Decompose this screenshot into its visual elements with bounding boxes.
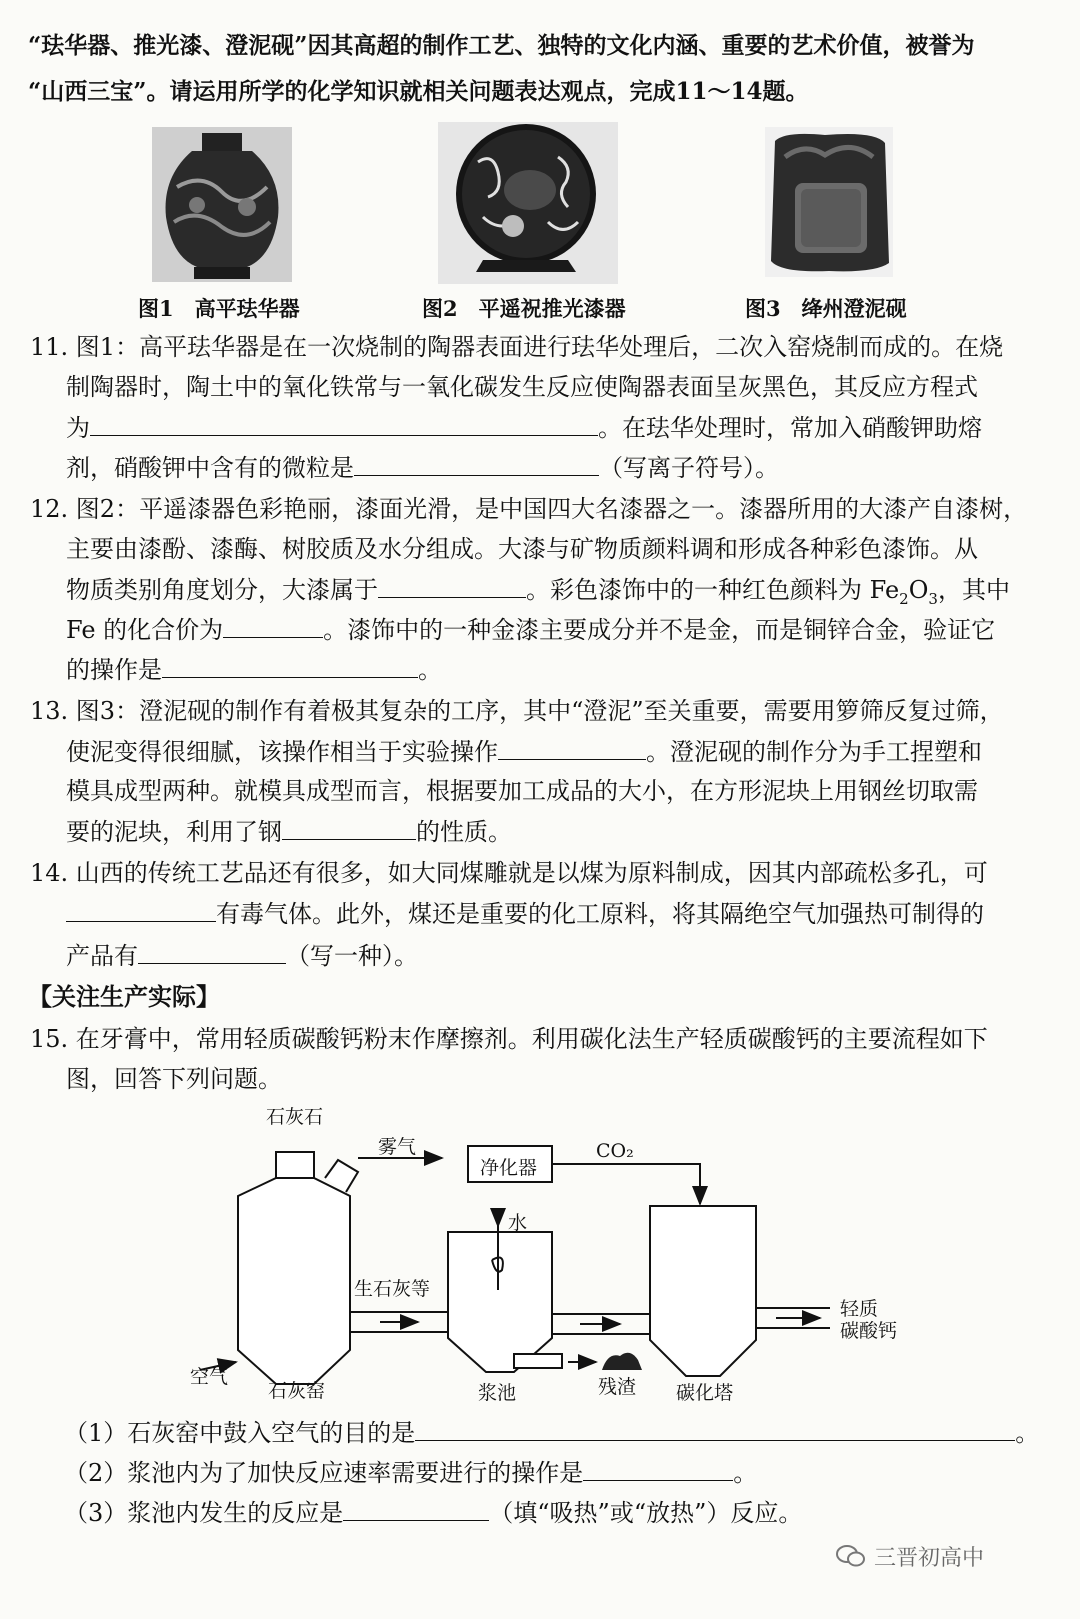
label-kiln: 石灰窑 — [268, 1380, 326, 1402]
q13-line-1: 13. 图3：澄泥砚的制作有着极其复杂的工序，其中“澄泥”至关重要，需要用箩筛反复过筛， — [30, 697, 1004, 725]
q14-gas-blank[interactable] — [66, 899, 216, 922]
q12-l3-text-a: 物质类别角度划分，大漆属于 — [66, 576, 378, 604]
figure-1-caption: 图1 高平珐华器 — [138, 296, 300, 321]
q12-line-4 — [66, 615, 995, 644]
q14-line-3 — [66, 941, 418, 970]
intro-line-1: “珐华器、推光漆、澄泥砚”因其高超的制作工艺、独特的文化内涵、重要的艺术价值，被誉为 — [28, 32, 975, 59]
label-limestone: 石灰石 — [266, 1106, 324, 1128]
q15-part-2 — [64, 1458, 757, 1487]
q11-l4-text-b: （写离子符号）。 — [599, 454, 779, 482]
label-carbonator: 碳化塔 — [676, 1382, 734, 1404]
watermark-text: 三晋初高中 — [874, 1545, 985, 1571]
q14-line-1: 14. 山西的传统工艺品还有很多，如大同煤雕就是以煤为原料制成，因其内部疏松多孔，可 — [30, 859, 988, 887]
label-purifier: 净化器 — [480, 1157, 538, 1179]
slurry-pool — [448, 1232, 552, 1372]
q13-property-blank[interactable] — [282, 817, 416, 840]
q11-line-1: 11. 图1：高平珐华器是在一次烧制的陶器表面进行珐华处理后，二次入窑烧制而成的。在烧 — [30, 333, 1004, 361]
q13-line-4 — [66, 817, 512, 846]
label-fog: 雾气 — [378, 1136, 417, 1158]
carbonator-tower — [650, 1206, 756, 1376]
q13-l4-text-b: 的性质。 — [416, 818, 512, 846]
q14-product-blank[interactable] — [138, 941, 286, 964]
q15-rate-operation-blank[interactable] — [583, 1458, 733, 1481]
q13-line-2 — [66, 737, 982, 766]
q11-l3-text-b: 。在珐华处理时，常加入硝酸钾助熔 — [598, 414, 982, 442]
q11-equation-blank[interactable] — [90, 413, 598, 436]
q13-l4-text-a: 要的泥块，利用了钢 — [66, 818, 282, 846]
q13-operation-blank[interactable] — [498, 737, 646, 760]
q13-l2-text-b: 。澄泥砚的制作分为手工捏塑和 — [646, 738, 982, 766]
q13-line-3: 模具成型两种。就模具成型而言，根据要加工成品的大小，在方形泥块上用钢丝切取需 — [66, 777, 978, 805]
q12-l5-text-b: 。 — [418, 656, 442, 684]
q12-line-1: 12. 图2：平遥漆器色彩艳丽，漆面光滑，是中国四大名漆器之一。漆器所用的大漆产自漆树， — [30, 495, 1028, 523]
q13-l2-text-a: 使泥变得很细腻，该操作相当于实验操作 — [66, 738, 498, 766]
section-header: 【关注生产实际】 — [28, 982, 220, 1011]
q12-line-2: 主要由漆酚、漆酶、树胶质及水分组成。大漆与矿物质颜料调和形成各种彩色漆饰。从 — [66, 535, 978, 563]
q15-heat-blank[interactable] — [343, 1498, 489, 1521]
q15-p1-text-b: 。 — [1015, 1419, 1040, 1447]
q12-l4-text-a: Fe 的化合价为 — [66, 616, 224, 644]
label-water: 水 — [508, 1212, 528, 1234]
figure-1-vase — [152, 127, 292, 282]
q12-line-5 — [66, 655, 442, 684]
q12-l3-text-d: ，其中 — [937, 576, 1010, 604]
q12-l4-text-b: 。漆饰中的一种金漆主要成分并不是金，而是铜锌合金，验证它 — [323, 616, 996, 644]
q12-sub-2: 2 — [899, 589, 909, 608]
q11-l4-text-a: 剂，硝酸钾中含有的微粒是 — [66, 454, 354, 482]
q15-line-1: 15. 在牙膏中，常用轻质碳酸钙粉末作摩擦剂。利用碳化法生产轻质碳酸钙的主要流程如下 — [30, 1025, 988, 1053]
q15-part-3 — [64, 1498, 802, 1527]
figure-2-lacquer-plate — [438, 122, 618, 284]
label-quicklime: 生石灰等 — [354, 1278, 431, 1300]
q15-p2-text-b: 。 — [733, 1459, 758, 1487]
process-flow-diagram — [180, 1100, 920, 1410]
q14-l2-text-b: 有毒气体。此外，煤还是重要的化工原料，将其隔绝空气加强热可制得的 — [216, 900, 984, 928]
q14-l3-text-b: （写一种）。 — [286, 942, 418, 970]
label-co2: CO₂ — [596, 1140, 634, 1162]
figure-3-caption: 图3 绛州澄泥砚 — [745, 296, 907, 321]
q11-l3-text-a: 为 — [66, 414, 90, 442]
figure-3-ink-stone — [765, 127, 893, 277]
residue-pile — [602, 1353, 642, 1370]
q12-operation-blank[interactable] — [162, 655, 418, 678]
q15-p2-text-a: （2）浆池内为了加快反应速率需要进行的操作是 — [64, 1459, 584, 1487]
q15-p3-text-a: （3）浆池内发生的反应是 — [64, 1499, 344, 1527]
label-slurry: 浆池 — [478, 1382, 517, 1404]
watermark — [836, 1536, 984, 1576]
q12-valence-blank[interactable] — [223, 615, 323, 638]
q12-category-blank[interactable] — [378, 575, 526, 598]
label-air: 空气 — [190, 1366, 229, 1388]
q11-line-4 — [66, 453, 779, 482]
q15-p3-text-b: （填“吸热”或“放热”）反应。 — [489, 1499, 803, 1527]
q15-line-2: 图，回答下列问题。 — [66, 1065, 282, 1093]
q15-air-purpose-blank[interactable] — [415, 1418, 1015, 1441]
q14-line-2 — [66, 899, 984, 928]
q12-line-3 — [66, 575, 1010, 613]
kiln-body — [238, 1178, 350, 1384]
q12-sub-3: 3 — [928, 589, 938, 608]
wechat-icon — [836, 1544, 866, 1568]
label-product-line-2: 碳酸钙 — [840, 1320, 898, 1342]
q11-line-2: 制陶器时，陶土中的氧化铁常与一氧化碳发生反应使陶器表面呈灰黑色，其反应方程式 — [66, 373, 978, 401]
q12-l5-text-a: 的操作是 — [66, 656, 162, 684]
q14-l3-text-a: 产品有 — [66, 942, 138, 970]
label-product-line-1: 轻质 — [840, 1298, 879, 1320]
q11-line-3 — [66, 413, 982, 442]
kiln-top-inlet — [276, 1152, 314, 1178]
label-residue: 残渣 — [598, 1376, 637, 1398]
q12-l3-text-b: 。彩色漆饰中的一种红色颜料为 Fe — [526, 576, 900, 604]
q12-l3-text-c: O — [908, 576, 929, 604]
residue-pipe — [514, 1354, 562, 1368]
q15-part-1 — [64, 1418, 1039, 1447]
intro-line-2: “山西三宝”。请运用所学的化学知识就相关问题表达观点，完成11～14题。 — [28, 78, 809, 105]
q11-particles-blank[interactable] — [354, 453, 599, 476]
figure-2-caption: 图2 平遥祝推光漆器 — [422, 296, 626, 321]
q15-p1-text-a: （1）石灰窑中鼓入空气的目的是 — [64, 1419, 416, 1447]
